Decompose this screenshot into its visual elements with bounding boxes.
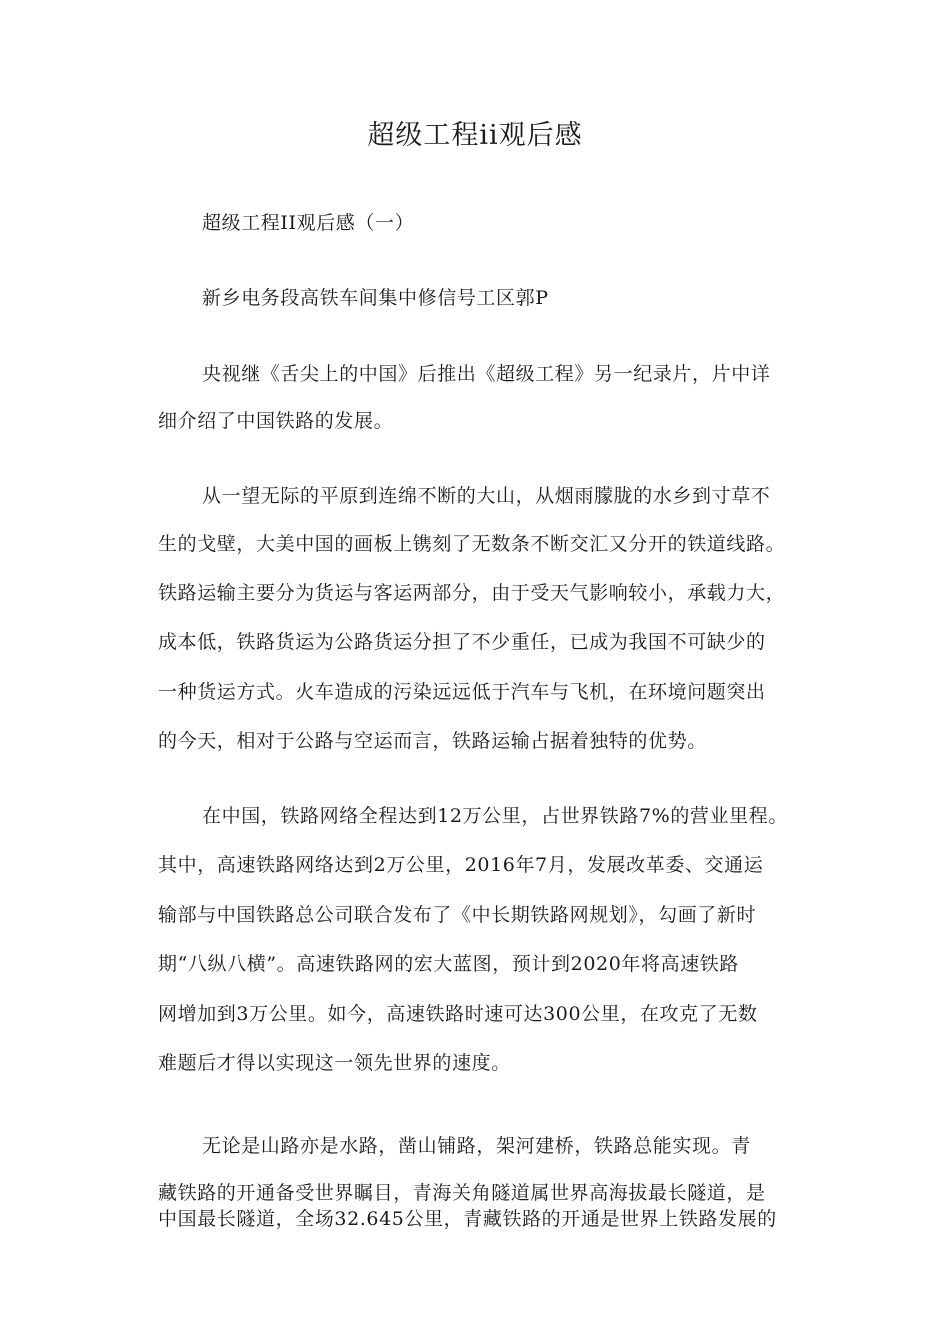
paragraph-line: 难题后才得以实现这一领先世界的速度。 xyxy=(158,1052,511,1074)
paragraph-line: 在中国，铁路网络全程达到12万公里，占世界铁路7%的营业里程。 xyxy=(202,805,788,827)
paragraph-line: 一种货运方式。火车造成的污染远远低于汽车与飞机，在环境问题突出 xyxy=(158,681,766,703)
paragraph-line: 藏铁路的开通备受世界瞩目，青海关角隧道属世界高海拔最长隧道，是 xyxy=(158,1182,766,1204)
paragraph-line: 央视继《舌尖上的中国》后推出《超级工程》另一纪录片，片中详 xyxy=(202,363,771,385)
paragraph-line: 成本低，铁路货运为公路货运分担了不少重任，已成为我国不可缺少的 xyxy=(158,631,766,653)
paragraph-line: 期“八纵八横”。高速铁路网的宏大蓝图，预计到2020年将高速铁路 xyxy=(158,953,739,975)
paragraph-line: 生的戈壁，大美中国的画板上镌刻了无数条不断交汇又分开的铁道线路。 xyxy=(158,533,786,555)
paragraph-line: 其中，高速铁路网络达到2万公里，2016年7月，发展改革委、交通运 xyxy=(158,854,764,876)
paragraph-line: 中国最长隧道，全场32.645公里，青藏铁路的开通是世界上铁路发展的 xyxy=(158,1208,777,1230)
document-author: 新乡电务段高铁车间集中修信号工区郭P xyxy=(202,287,549,309)
paragraph-line: 网增加到3万公里。如今，高速铁路时速可达300公里，在攻克了无数 xyxy=(158,1003,758,1025)
paragraph-line: 输部与中国铁路总公司联合发布了《中长期铁路网规划》，勾画了新时 xyxy=(158,904,757,926)
paragraph-line: 细介绍了中国铁路的发展。 xyxy=(158,410,394,432)
paragraph-line: 从一望无际的平原到连绵不断的大山，从烟雨朦胧的水乡到寸草不 xyxy=(202,485,771,507)
document-title: 超级工程ii观后感 xyxy=(367,120,583,151)
document-subtitle: 超级工程II观后感（一） xyxy=(202,212,415,234)
paragraph-line: 无论是山路亦是水路，凿山铺路，架河建桥，铁路总能实现。青 xyxy=(202,1135,751,1157)
paragraph-line: 铁路运输主要分为货运与客运两部分，由于受天气影响较小，承载力大， xyxy=(158,582,786,604)
paragraph-line: 的今天，相对于公路与空运而言，铁路运输占据着独特的优势。 xyxy=(158,730,707,752)
